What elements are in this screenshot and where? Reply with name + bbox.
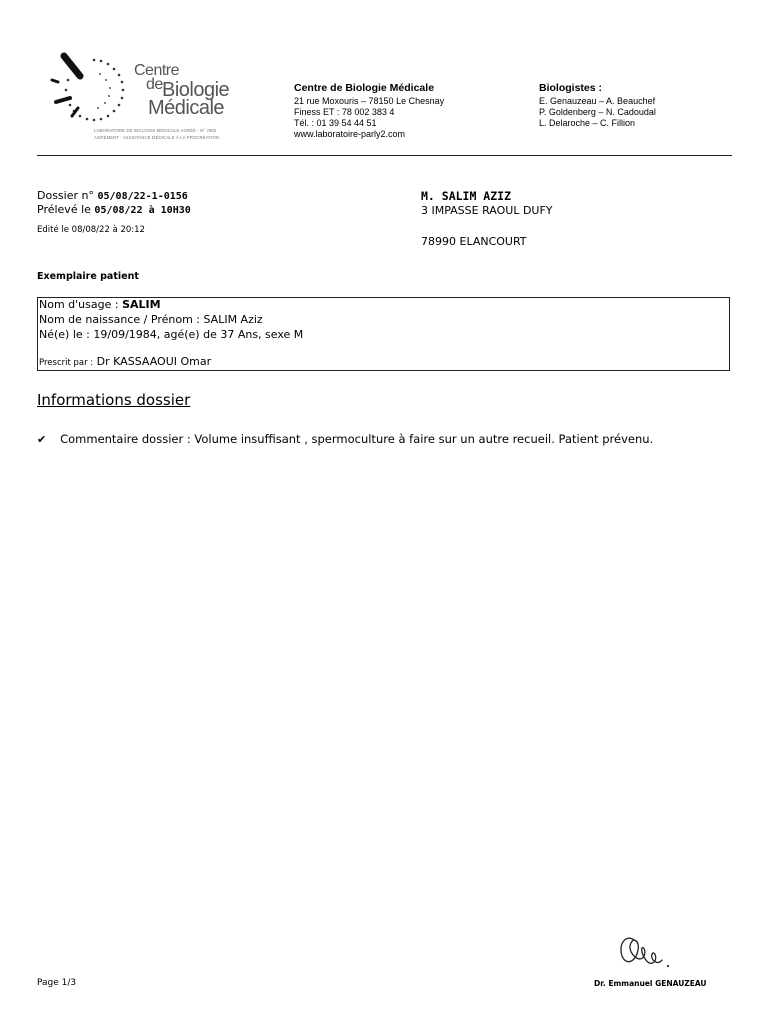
patient-prescriber-label: Prescrit par : [39, 358, 94, 368]
patient-birth-name: Nom de naissance / Prénom : SALIM Aziz [39, 313, 263, 326]
patient-prescriber [39, 355, 211, 370]
dossier-number [37, 189, 188, 202]
dossier-collected [37, 203, 191, 216]
lab-name: Centre de Biologie Médicale [294, 82, 435, 94]
dossier-collected-value: 05/08/22 à 10H30 [94, 205, 191, 216]
patient-usage-name [39, 298, 161, 312]
biologists-line-1: E. Genauzeau – A. Beauchef [539, 96, 656, 106]
comment-item [37, 428, 653, 447]
signature-icon [610, 926, 680, 974]
logo-word-de: de [146, 76, 163, 93]
biologists-title: Biologistes : [539, 82, 603, 94]
biologists-line-3: L. Delaroche – C. Fillion [539, 118, 636, 128]
signatory-name: Dr. Emmanuel GENAUZEAU [594, 979, 707, 988]
lab-website: www.laboratoire-parly2.com [294, 129, 406, 139]
lab-address: 21 rue Moxouris – 78150 Le Chesnay [294, 96, 445, 106]
recipient-city: 78990 ELANCOURT [421, 235, 527, 248]
recipient-street: 3 IMPASSE RAOUL DUFY [421, 204, 553, 217]
dossier-number-label: Dossier n° [37, 189, 94, 202]
section-title: Informations dossier [37, 391, 191, 409]
biologists-line-2: P. Goldenberg – N. Cadoudal [539, 107, 656, 117]
recipient-name: M. SALIM AZIZ [421, 189, 512, 203]
logo-word-centre: Centre [134, 62, 180, 79]
dossier-collected-label: Prélevé le [37, 203, 91, 216]
lab-tel: Tél. : 01 39 54 44 51 [294, 118, 377, 128]
logo-tagline-2: AGRÉMENT : ASSISTANCE MÉDICALE À LA PROCRÉATION [94, 135, 220, 140]
patient-usage-value: SALIM [122, 298, 161, 311]
logo-tagline-1: LABORATOIRE DE BIOLOGIE MÉDICALE AGRÉÉ - N° 7892 [94, 128, 217, 133]
biologists-block [539, 82, 656, 129]
patient-usage-label: Nom d'usage : [39, 298, 119, 311]
comment-text: Commentaire dossier : Volume insuffisant , spermoculture à faire sur un autre recueil. Patient prévenu. [60, 432, 654, 446]
patient-birth-date: Né(e) le : 19/09/1984, agé(e) de 37 Ans, sexe M [39, 328, 304, 341]
patient-info-box [37, 297, 730, 371]
check-icon: ✔ [37, 433, 47, 446]
lab-finess: Finess ET : 78 002 383 4 [294, 107, 395, 117]
logo-word-biologie: Biologie [162, 79, 230, 101]
logo-word-medicale: Médicale [148, 97, 225, 119]
patient-prescriber-value: Dr KASSAAOUI Omar [96, 355, 212, 368]
lab-logo-emblem-icon [50, 52, 130, 132]
lab-header [294, 82, 444, 140]
copy-label: Exemplaire patient [37, 271, 139, 282]
page-number: Page 1/3 [37, 978, 77, 988]
header-divider [37, 155, 732, 156]
dossier-number-value: 05/08/22-1-0156 [97, 191, 188, 202]
lab-logo [50, 46, 262, 150]
dossier-edited: Edité le 08/08/22 à 20:12 [37, 225, 145, 235]
